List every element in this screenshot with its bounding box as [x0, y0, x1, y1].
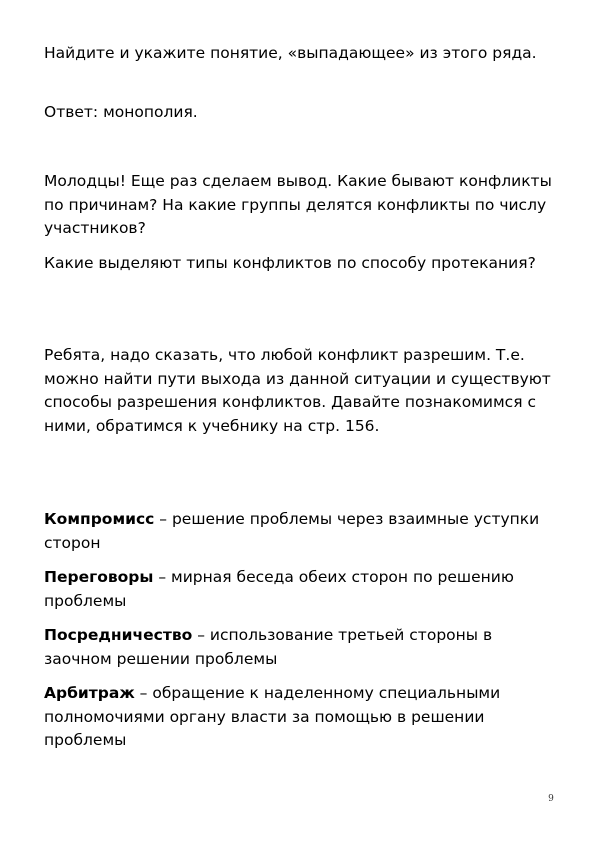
page-number: 9: [548, 794, 554, 804]
method-definition: – обращение к наделенному специальными полномочиями органу власти за помощью в решении проблемы: [44, 684, 501, 749]
summary-praise: Молодцы! Еще раз сделаем вывод. Какие бывают конфликты по причинам? На какие группы делятся конфликты по числу участников?: [44, 172, 552, 237]
method-negotiation: [44, 566, 564, 613]
method-term: Компромисс: [44, 510, 155, 528]
method-mediation: [44, 624, 564, 671]
task-answer: Ответ: монополия.: [44, 103, 198, 121]
summary-question: Какие выделяют типы конфликтов по способу протекания?: [44, 254, 536, 272]
resolution-intro: Ребята, надо сказать, что любой конфликт разрешим. Т.е. можно найти пути выхода из данной ситуации и существуют способы разрешения конфликтов. Давайте познакомимся с ними, обратимся к учебнику на стр. 156.: [44, 346, 551, 435]
task-question: Найдите и укажите понятие, «выпадающее» из этого ряда.: [44, 44, 537, 62]
method-compromise: [44, 508, 564, 555]
method-definition: – мирная беседа обеих сторон по решению проблемы: [44, 568, 514, 610]
method-term: Посредничество: [44, 626, 193, 644]
method-definition: – решение проблемы через взаимные уступки сторон: [44, 510, 540, 552]
method-term: Арбитраж: [44, 684, 135, 702]
method-arbitration: [44, 682, 564, 753]
method-term: Переговоры: [44, 568, 154, 586]
method-definition: – использование третьей стороны в заочном решении проблемы: [44, 626, 493, 668]
